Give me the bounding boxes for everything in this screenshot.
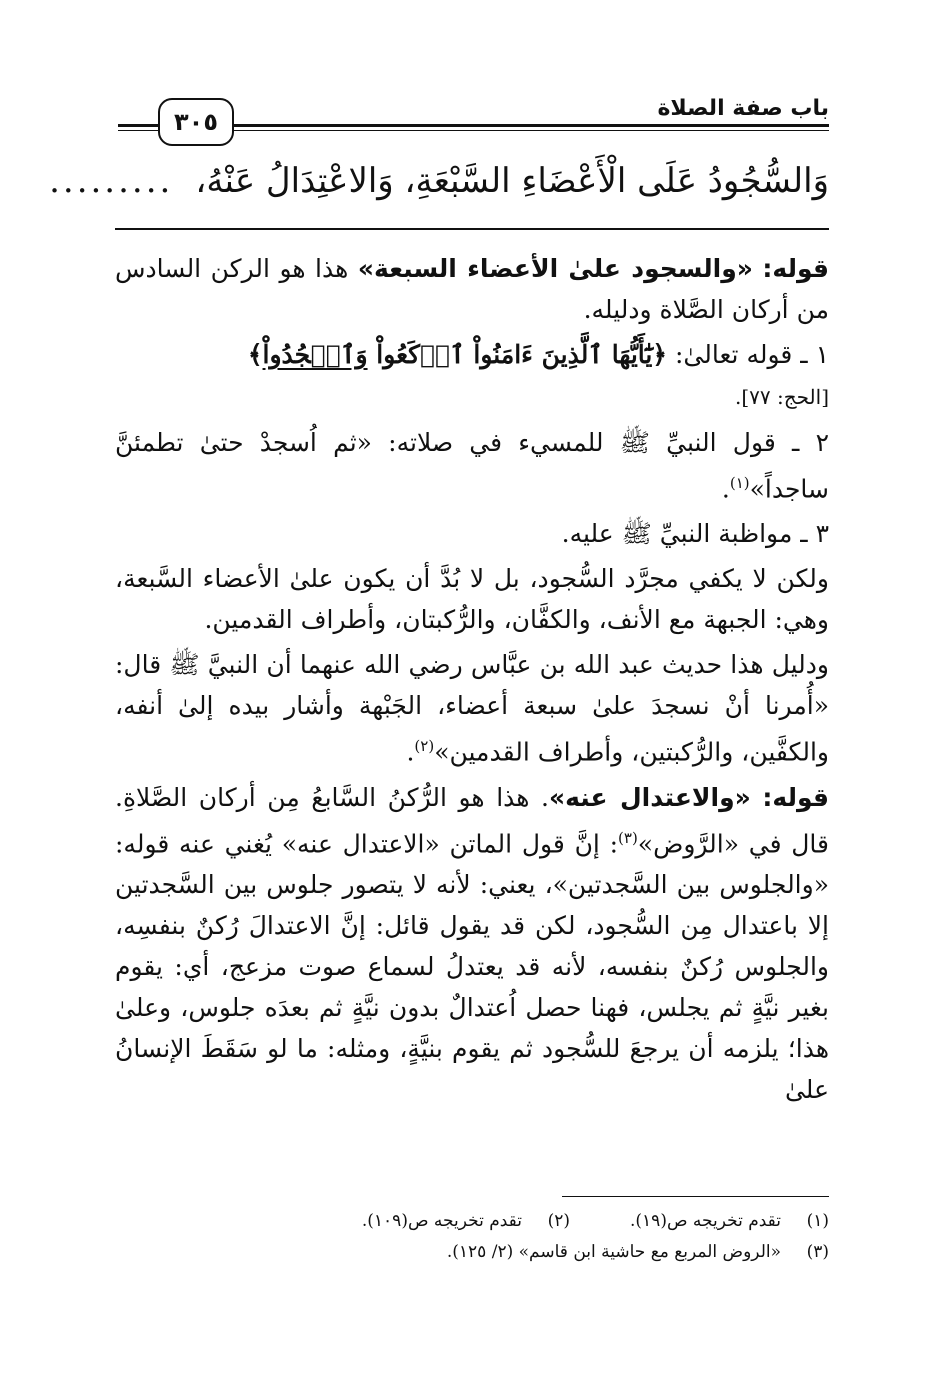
paragraph-end: . bbox=[721, 474, 730, 504]
verse-text: ﴿يَٰٓأَيُّهَا ٱلَّذِينَ ءَامَنُواْ ٱرۡكَعُواْ bbox=[367, 340, 668, 369]
header-rule-left-thin bbox=[118, 130, 158, 131]
paragraph-3 bbox=[115, 422, 829, 509]
paragraph-text: ٣ ـ مواظبة النبيِّ ﷺ عليه. bbox=[561, 519, 829, 549]
footnote-row bbox=[300, 1237, 829, 1268]
footnotes bbox=[300, 1206, 829, 1268]
header-rule-thin bbox=[232, 130, 829, 131]
paragraph-2 bbox=[115, 334, 829, 418]
lead-word: قوله: bbox=[762, 254, 829, 283]
quran-verse bbox=[248, 340, 667, 369]
footnote-number: (١) bbox=[806, 1211, 829, 1231]
paragraph-text: ٢ ـ قول النبيِّ ﷺ للمسيء في صلاته: «ثم اُسجدْ حتىٰ تطمئنَّ ساجداً» bbox=[115, 428, 829, 504]
footnote-2 bbox=[362, 1206, 570, 1237]
page-number: ٣٠٥ bbox=[158, 98, 234, 146]
matn-text: وَالسُّجُودُ عَلَى الْأَعْضَاءِ السَّبْعَةِ، وَالاعْتِدَالُ عَنْهُ، bbox=[195, 161, 829, 201]
header-rule bbox=[232, 124, 829, 127]
header-rule-left bbox=[118, 124, 158, 127]
footnote-marker: (٢) bbox=[414, 737, 435, 756]
lead-word: قوله: bbox=[762, 782, 829, 812]
chapter-title: باب صفة الصلاة bbox=[649, 96, 829, 121]
paragraph-text: . هذا هو الرُّكنُ السَّابعُ مِن أركان الصَّلاةِ. قال في «الرَّوض» bbox=[115, 782, 829, 858]
footnote-row bbox=[300, 1206, 829, 1237]
paragraph-1 bbox=[115, 248, 829, 330]
footnote-3 bbox=[447, 1237, 829, 1268]
commentary-body bbox=[115, 248, 829, 1114]
footnote-marker: (٣) bbox=[618, 828, 638, 847]
footnote-text: «الروض المربع مع حاشية ابن قاسم» (٢/ ١٢٥). bbox=[446, 1242, 781, 1262]
paragraph-text-cont: : إنَّ قول الماتن «الاعتدال عنه» يُغني عنه قوله: «والجلوس بين السَّجدتين»، يعني: لأنه لا يتصور جلوس بين السَّجدتين إلا باعتدال مِن السُّجود، لكن قد يقول قائل: إنَّ الاعتدالَ رُكنٌ بنفسِه، والجلوس رُكنٌ بنفسه، لأنه قد يعتدلُ لسماع صوت مزعج، أي: يقوم بغير نيَّةٍ ثم يجلس، فهنا حصل اُعتدالٌ بدون نيَّةٍ ثم بعدَه جلوس، وعلىٰ هذا؛ يلزمه أن يرجعَ للسُّجود ثم يقوم بنيَّةٍ، ومثله: ما لو سَقَطَ الإنسانُ علىٰ bbox=[115, 828, 829, 1104]
paragraph-4 bbox=[115, 513, 829, 554]
paragraph-7 bbox=[115, 777, 829, 1110]
paragraph-text: ولكن لا يكفي مجرَّد السُّجود، بل لا بُدَّ أن يكون علىٰ الأعضاء السَّبعة، وهي: الجبهة مع الأنف، والكفَّان، والرُّكبتان، وأطراف القدمين. bbox=[115, 564, 829, 635]
footnote-text: تقدم تخريجه ص(١٩). bbox=[630, 1211, 781, 1231]
footnote-divider bbox=[562, 1196, 829, 1197]
footnote-marker: (١) bbox=[729, 474, 750, 492]
paragraph-6 bbox=[115, 644, 829, 772]
paragraph-5 bbox=[115, 558, 829, 640]
paragraph-text: ١ ـ قوله تعالىٰ: bbox=[667, 340, 829, 369]
paragraph-end: . bbox=[406, 737, 415, 767]
paragraph-text: ودليل هذا حديث عبد الله بن عبَّاس رضي الله عنهما أن النبيَّ ﷺ قال: «أُمرنا أنْ نسجدَ علىٰ سبعة أعضاء، الجَبْهة وأشار بيده إلىٰ أنفه، والكفَّين، والرُّكبتين، وأطراف القدمين» bbox=[115, 650, 829, 767]
matn-quote: «والسجود علىٰ الأعضاء السبعة» bbox=[357, 254, 753, 283]
verse-close: ﴾ bbox=[247, 340, 263, 369]
matn-dots: ......... bbox=[49, 161, 174, 201]
matn-line bbox=[49, 150, 829, 212]
footnote-number: (٢) bbox=[547, 1211, 570, 1231]
matn-quote: «والاعتدال عنه» bbox=[549, 782, 751, 812]
footnote-number: (٣) bbox=[806, 1242, 829, 1262]
matn-divider bbox=[115, 228, 829, 230]
paragraph-text: هذا هو الركن السادس من أركان الصَّلاة ودليله. bbox=[115, 254, 829, 324]
footnote-text: تقدم تخريجه ص(١٠٩). bbox=[361, 1211, 522, 1231]
verse-underlined: وَٱسۡجُدُواْ bbox=[262, 340, 368, 369]
footnote-1 bbox=[630, 1206, 829, 1237]
verse-reference: [الحج: ٧٧]. bbox=[734, 385, 829, 409]
